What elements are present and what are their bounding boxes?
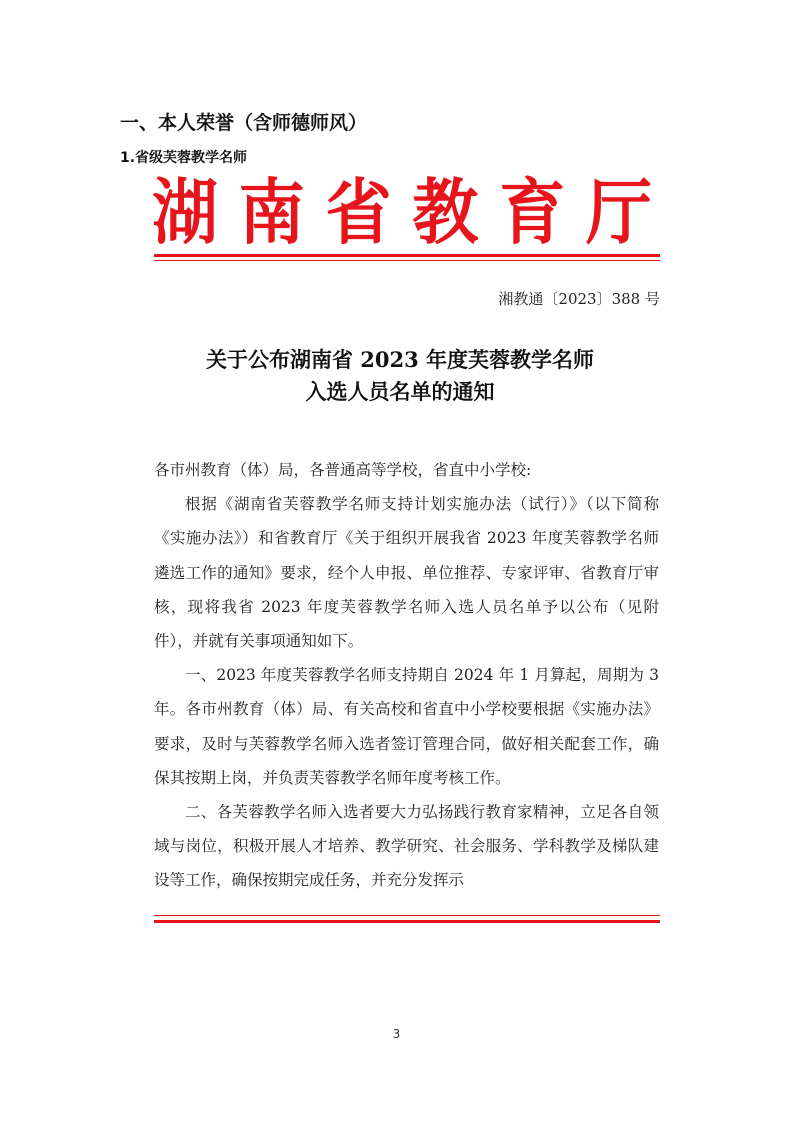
- document-scan: [120, 160, 680, 935]
- salutation: 各市州教育（体）局，各普通高等学校，省直中小学校:: [154, 461, 532, 479]
- body-paragraph-3: 二、各芙蓉教学名师入选者要大力弘扬践行教育家精神，立足各自领域与岗位，积极开展人才培养、教学研究、社会服务、学科教学及梯队建设等工作，确保按期完成任务，并充分发挥示: [154, 803, 659, 890]
- page-number: 3: [392, 1027, 401, 1041]
- bottom-red-rule-thin: [154, 915, 660, 916]
- document-number: 湘教通〔2023〕388 号: [498, 290, 660, 308]
- sub-heading: 1.省级芙蓉教学名师: [120, 150, 248, 166]
- document-title: [120, 344, 680, 408]
- body-paragraph-2: 一、2023 年度芙蓉教学名师支持期自 2024 年 1 月算起，周期为 3 年。各市州教育（体）局、有关高校和省直中小学校要根据《实施办法》要求，及时与芙蓉教学名师入选者签订管理合同，做好相关配套工作，确保其按期上岗，并负责芙蓉教学名师年度考核工作。: [154, 666, 659, 787]
- letterhead-red-rule-thin: [154, 260, 660, 261]
- letterhead-title: 湖南省教育厅: [152, 170, 652, 255]
- section-heading: 一、本人荣誉（含师德师风）: [120, 112, 368, 134]
- body-paragraph-1: 根据《湖南省芙蓉教学名师支持计划实施办法（试行）》（以下简称《实施办法》）和省教育厅《关于组织开展我省 2023 年度芙蓉教学名师遴选工作的通知》要求，经个人申报、单位推荐、专家评审、省教育厅审核，现将我省 2023 年度芙蓉教学名师入选人员名单予以公布（见附件），并就有关事项通知如下。: [154, 495, 659, 651]
- document-title-line-2: 入选人员名单的通知: [305, 379, 495, 404]
- document-body: [154, 453, 659, 898]
- document-title-line-1: 关于公布湖南省 2023 年度芙蓉教学名师: [205, 347, 595, 372]
- bottom-red-rule: [154, 920, 660, 923]
- letterhead-red-rule: [154, 254, 660, 257]
